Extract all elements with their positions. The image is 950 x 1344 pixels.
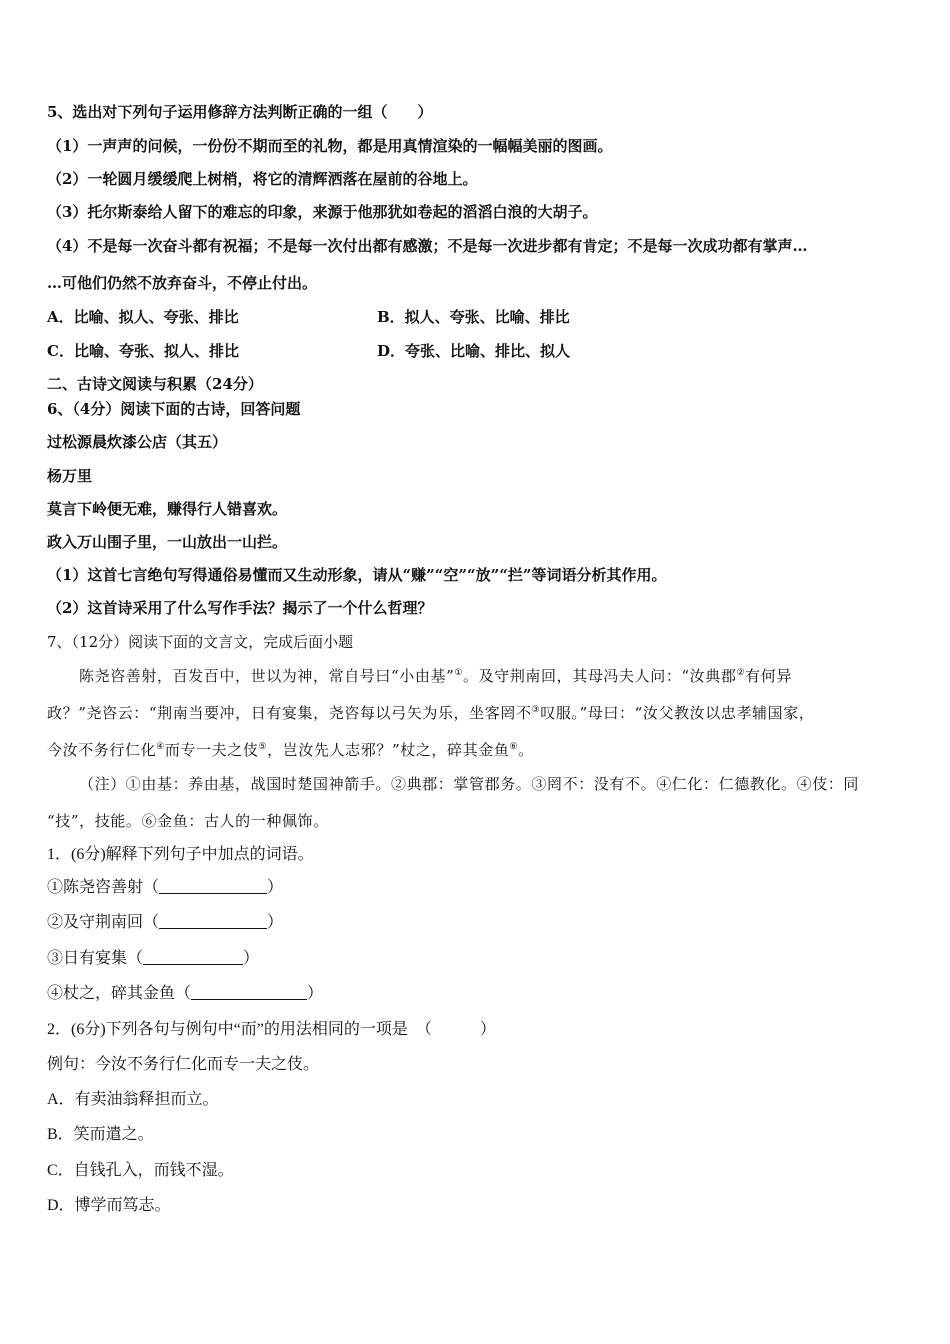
passage-note-2: “技”，技能。⑥金鱼：古人的一种佩饰。 — [47, 812, 329, 830]
sub1-item-close: ） — [243, 950, 260, 967]
answer-blank[interactable] — [159, 914, 267, 929]
sub1-item-text: ①陈尧咨善射（ — [47, 879, 160, 896]
sub1-item-3 — [47, 949, 259, 969]
sub2-stem: 2．(6分)下列各句与例句中“而”的用法相同的一项是 （ ） — [47, 1021, 496, 1038]
footnote-marker: ⑤ — [258, 742, 268, 752]
passage-line-2 — [47, 703, 814, 723]
sub1-item-text: ③日有宴集（ — [47, 950, 144, 967]
sub1-item-text: ④杖之，碎其金鱼（ — [47, 985, 192, 1002]
passage-text: 。及守荆南回，其母冯夫人问：“汝典郡 — [463, 667, 737, 685]
passage-text: 陈尧咨善射，百发百中，世以为神，常自号曰“小由基” — [79, 667, 455, 685]
q5-item-1: （1）一声声的问候，一份份不期而至的礼物，都是用真情渲染的一幅幅美丽的图画。 — [47, 137, 613, 155]
passage-text: 今汝不务行仁化 — [47, 741, 157, 759]
answer-blank[interactable] — [143, 950, 243, 965]
sub2-example: 例句：今汝不务行仁化而专一夫之伎。 — [47, 1056, 320, 1073]
passage-text: ，岂汝先人志邪？”杖之，碎其金鱼 — [267, 741, 510, 759]
section-heading: 二、古诗文阅读与积累（24分） — [47, 375, 263, 393]
poem-author: 杨万里 — [47, 467, 93, 485]
poem-line-2: 政入万山围子里，一山放出一山拦。 — [47, 533, 288, 551]
sub2-option-b: B．笑而遣之。 — [47, 1126, 154, 1143]
passage-line-1 — [79, 666, 792, 686]
passage-text: 叹服。”母曰：“汝父教汝以忠孝辅国家， — [540, 704, 815, 722]
answer-blank[interactable] — [159, 879, 267, 894]
passage-note-1: （注）①由基：养由基，战国时楚国神箭手。②典郡：掌管郡务。③罔不：没有不。④仁化：仁德教化。④伎：同 — [79, 775, 860, 793]
sub1-item-text: ②及守荆南回（ — [47, 914, 160, 931]
footnote-marker: ② — [736, 668, 746, 678]
q5-item-4: （4）不是每一次奋斗都有祝福；不是每一次付出都有感激；不是每一次进步都有肯定；不是每一次成功都有掌声… — [47, 237, 808, 255]
sub1-item-2 — [47, 913, 283, 933]
q6-stem: 6、（4分）阅读下面的古诗，回答问题 — [47, 400, 301, 418]
q6-question-2: （2）这首诗采用了什么写作手法？揭示了一个什么哲理？ — [47, 599, 433, 617]
q5-item-2: （2）一轮圆月缓缓爬上树梢，将它的清辉洒落在屋前的谷地上。 — [47, 170, 478, 188]
sub1-item-close: ） — [267, 879, 284, 896]
answer-blank[interactable] — [191, 985, 307, 1000]
q7-stem: 7、（12分）阅读下面的文言文，完成后面小题 — [47, 633, 354, 651]
passage-text: 。 — [518, 741, 534, 759]
q5-option-b: B．拟人、夸张、比喻、排比 — [377, 308, 570, 326]
sub2-option-a: A．有卖油翁释担而立。 — [47, 1091, 219, 1108]
q5-item-4-cont: …可他们仍然不放弃奋斗，不停止付出。 — [47, 274, 318, 292]
q5-stem: 5、选出对下列句子运用修辞方法判断正确的一组（ ） — [47, 103, 433, 121]
footnote-marker: ③ — [531, 705, 541, 715]
footnote-marker: ⑥ — [509, 742, 519, 752]
footnote-marker: ① — [454, 668, 464, 678]
sub1-item-1 — [47, 878, 283, 898]
q5-item-3: （3）托尔斯泰给人留下的难忘的印象，来源于他那犹如卷起的滔滔白浪的大胡子。 — [47, 203, 598, 221]
passage-line-3 — [47, 740, 534, 760]
poem-title: 过松源晨炊漆公店（其五） — [47, 433, 228, 451]
sub2-option-d: D．博学而笃志。 — [47, 1197, 171, 1214]
passage-text: 政？”尧咨云：“荆南当要冲，日有宴集，尧咨每以弓矢为乐，坐客罔不 — [47, 704, 532, 722]
footnote-marker: ④ — [156, 742, 165, 752]
q5-option-a: A．比喻、拟人、夸张、排比 — [47, 308, 239, 326]
sub2-option-c: C．自钱孔入，而钱不湿。 — [47, 1162, 234, 1179]
poem-line-1: 莫言下岭便无难，赚得行人错喜欢。 — [47, 500, 288, 518]
sub1-stem: 1．(6分)解释下列句子中加点的词语。 — [47, 846, 314, 863]
sub1-item-close: ） — [307, 985, 324, 1002]
q5-option-d: D．夸张、比喻、排比、拟人 — [377, 342, 571, 360]
passage-text: 而专一夫之伎 — [164, 741, 259, 759]
q6-question-1: （1）这首七言绝句写得通俗易懂而又生动形象，请从“赚”“空”“放”“拦”等词语分析其作用。 — [47, 566, 667, 584]
sub1-item-close: ） — [267, 914, 284, 931]
sub1-item-4 — [47, 984, 323, 1004]
passage-text: 有何异 — [745, 667, 792, 685]
q5-option-c: C．比喻、夸张、拟人、排比 — [47, 342, 239, 360]
